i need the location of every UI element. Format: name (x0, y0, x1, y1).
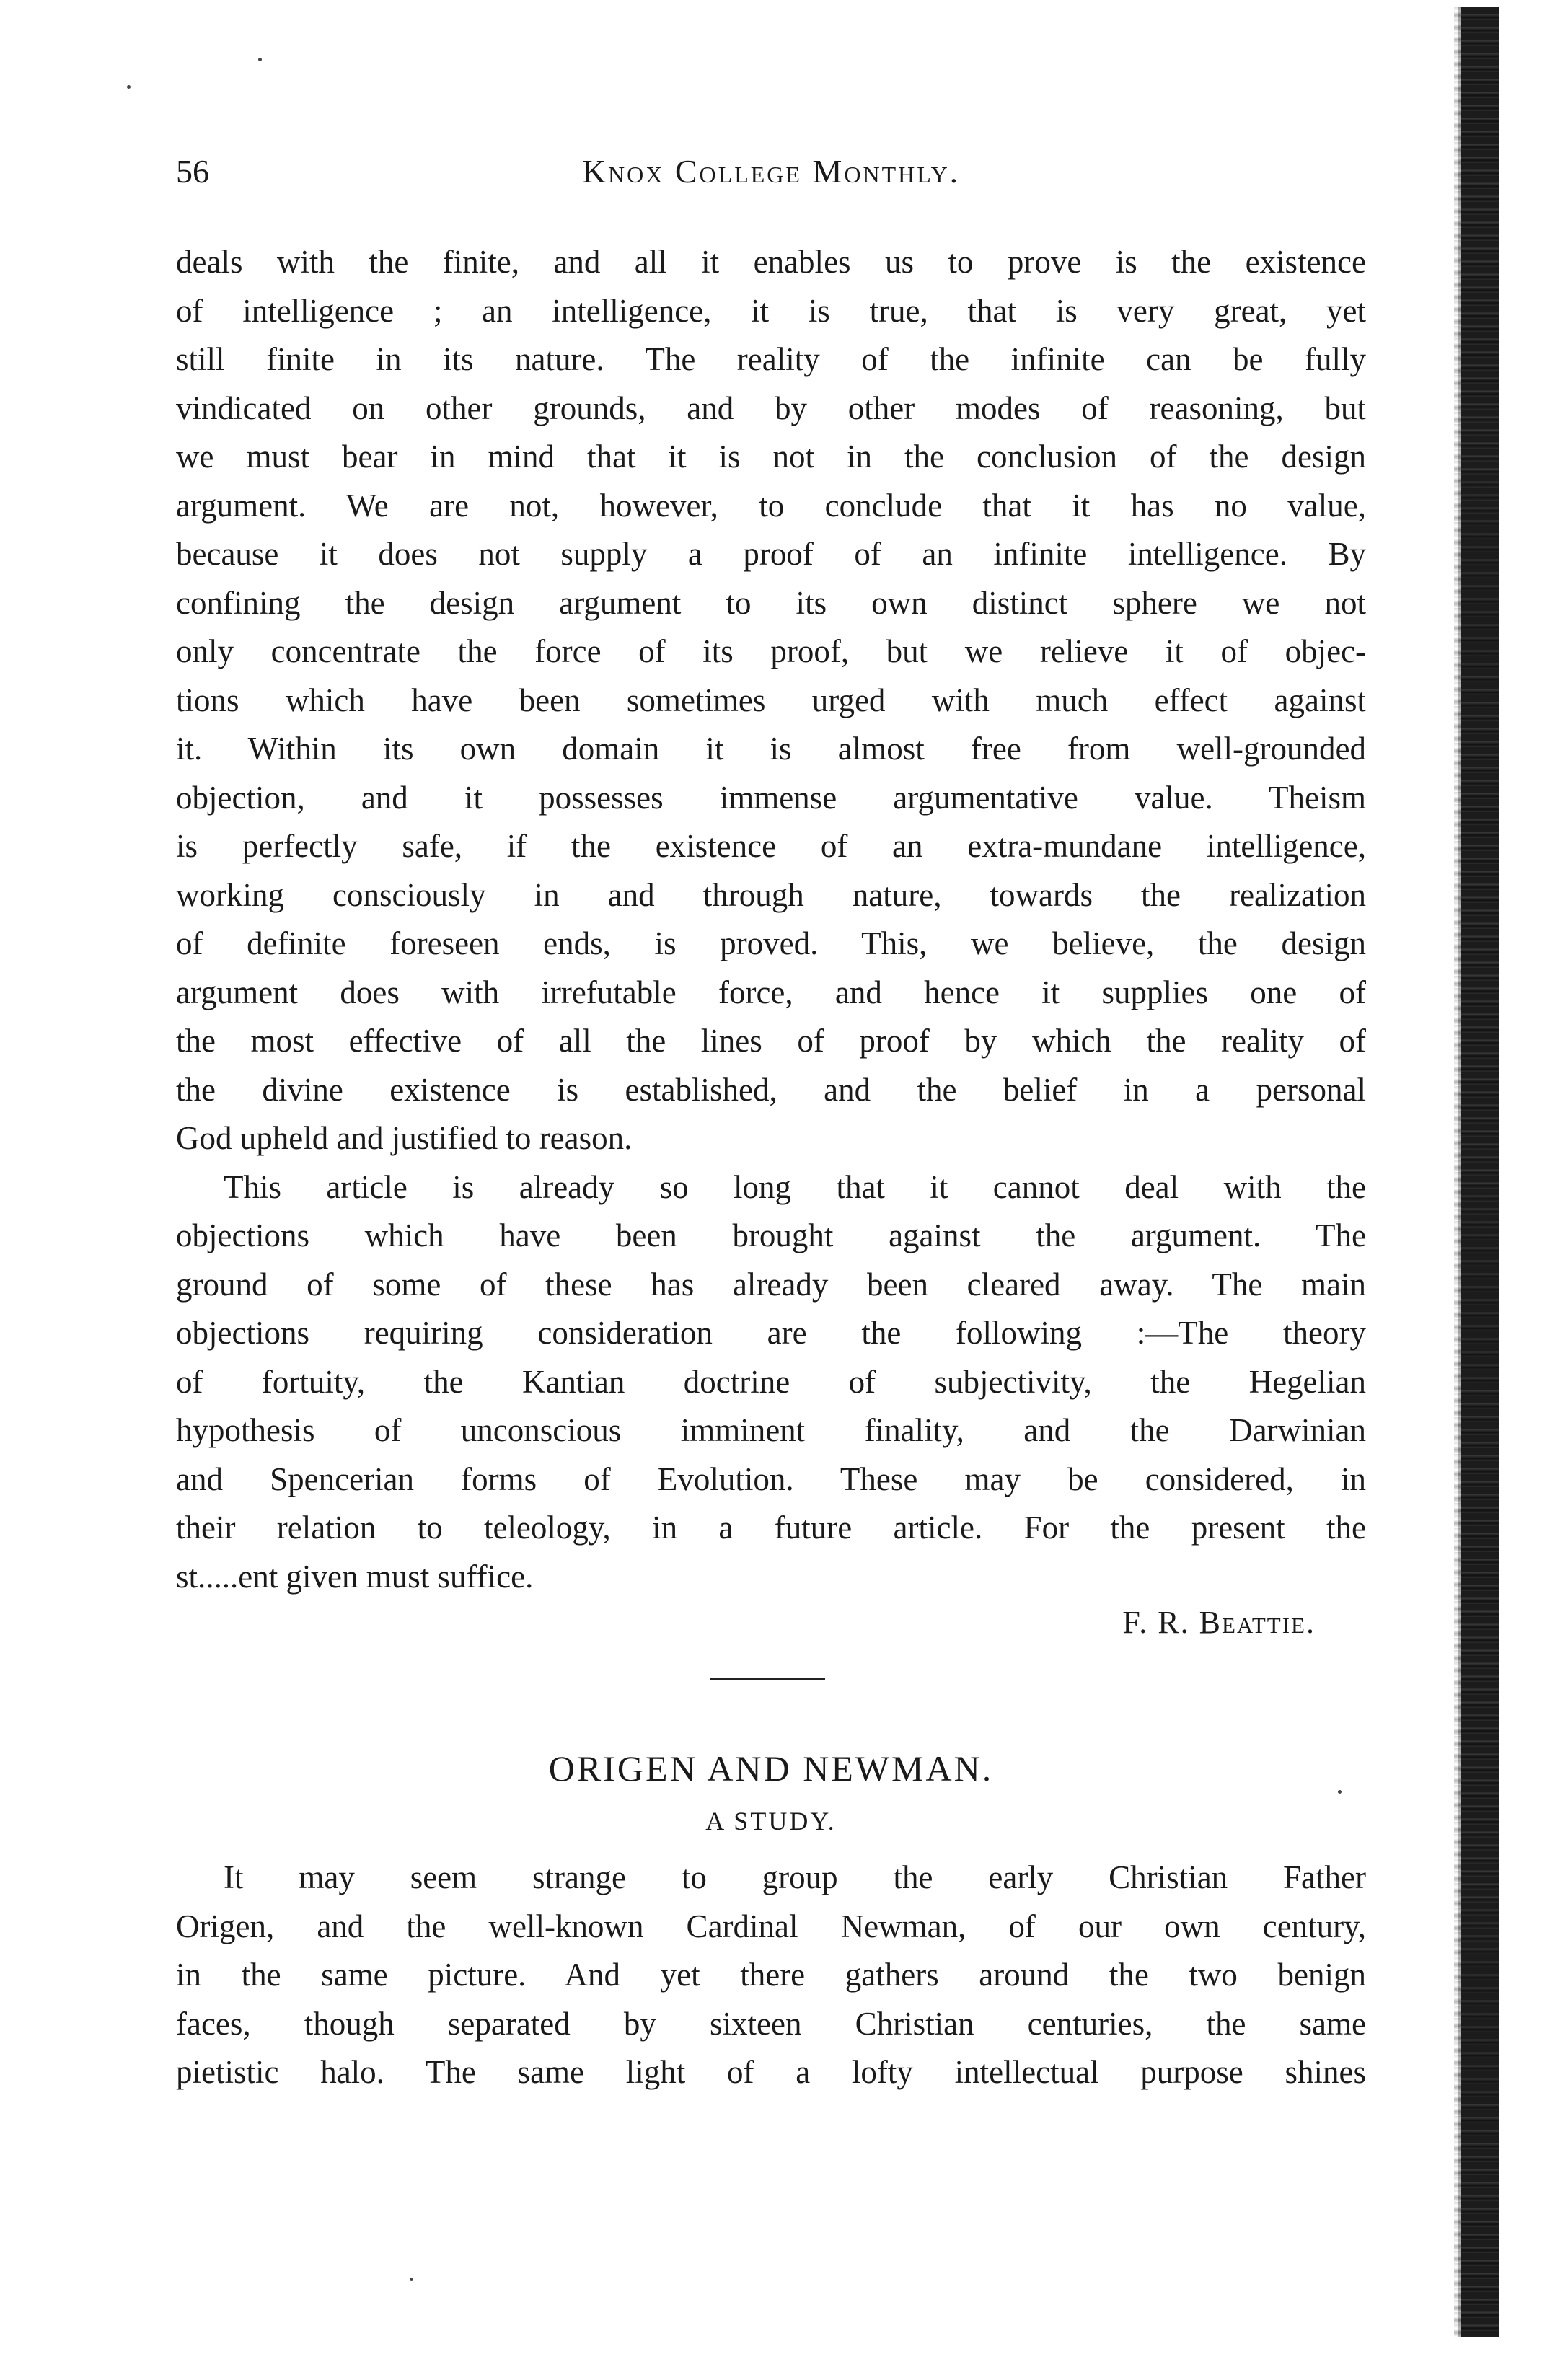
text-line: working consciously in and through nature, towards the realization (176, 876, 1366, 913)
previous-article-body (176, 238, 1366, 1601)
text-line: vindicated on other grounds, and by other modes of reasoning, but (176, 389, 1366, 426)
text-line: it. Within its own domain it is almost free from well-grounded (176, 731, 1366, 767)
section-divider (710, 1678, 825, 1680)
text-line: hypothesis of unconscious imminent finality, and the Darwinian (176, 1412, 1366, 1448)
text-line: of intelligence ; an intelligence, it is true, that is very great, yet (176, 292, 1366, 329)
scan-speck (258, 58, 262, 61)
text-line: argument. We are not, however, to conclude that it has no value, (176, 487, 1366, 524)
journal-title: Knox College Monthly. (581, 153, 961, 190)
text-line: their relation to teleology, in a future article. For the present the (176, 1509, 1366, 1546)
text-line: argument does with irrefutable force, and hence it supplies one of (176, 974, 1366, 1010)
text-line: and Spencerian forms of Evolution. These may be considered, in (176, 1460, 1366, 1497)
text-line: This article is already so long that it cannot deal with the (224, 1168, 1366, 1205)
paragraph (176, 238, 1366, 1163)
article-title: ORIGEN AND NEWMAN. (548, 1748, 994, 1789)
text-line: st.....ent given must suffice. (176, 1558, 534, 1595)
text-line: Origen, and the well-known Cardinal Newman, of our own century, (176, 1908, 1366, 1944)
page-number: 56 (176, 153, 209, 190)
text-line: we must bear in mind that it is not in the conclusion of the design (176, 438, 1366, 475)
text-line: It may seem strange to group the early Christian Father (224, 1859, 1366, 1895)
text-line: confining the design argument to its own distinct sphere we not (176, 584, 1366, 621)
author-signature: F. R. Beattie. (1122, 1605, 1316, 1640)
scan-speck (127, 85, 131, 89)
text-line: God upheld and justified to reason. (176, 1120, 633, 1156)
text-line: because it does not supply a proof of an infinite intelligence. By (176, 536, 1366, 572)
running-head (176, 150, 1366, 193)
text-line: of definite foreseen ends, is proved. This, we believe, the design (176, 925, 1366, 961)
text-line: is perfectly safe, if the existence of an extra-mundane intelligence, (176, 828, 1366, 864)
text-line: objections which have been brought against the argument. The (176, 1217, 1366, 1253)
paragraph (176, 1163, 1366, 1602)
article-subtitle: A STUDY. (705, 1807, 837, 1835)
text-line: objections requiring consideration are the following :—The theory (176, 1315, 1366, 1351)
text-line: pietistic halo. The same light of a lofty intellectual purpose shines (176, 2054, 1366, 2090)
text-line: the divine existence is established, and the belief in a personal (176, 1071, 1366, 1108)
text-line: faces, though separated by sixteen Christian centuries, the same (176, 2005, 1366, 2042)
text-line: tions which have been sometimes urged with much effect against (176, 682, 1366, 718)
text-line: in the same picture. And yet there gathers around the two benign (176, 1957, 1366, 1993)
text-line: still finite in its nature. The reality of the infinite can be fully (176, 341, 1366, 377)
book-edge-shadow (1458, 7, 1499, 2337)
text-line: only concentrate the force of its proof, but we relieve it of objec- (176, 633, 1366, 669)
text-line: of fortuity, the Kantian doctrine of subjectivity, the Hegelian (176, 1363, 1366, 1400)
new-article-body (176, 1854, 1366, 2097)
text-line: deals with the finite, and all it enables us to prove is the existence (176, 244, 1366, 280)
scan-speck (410, 2278, 413, 2281)
text-line: objection, and it possesses immense argumentative value. Theism (176, 779, 1366, 816)
text-line: the most effective of all the lines of proof by which the reality of (176, 1023, 1366, 1059)
text-line: ground of some of these has already been cleared away. The main (176, 1266, 1366, 1303)
